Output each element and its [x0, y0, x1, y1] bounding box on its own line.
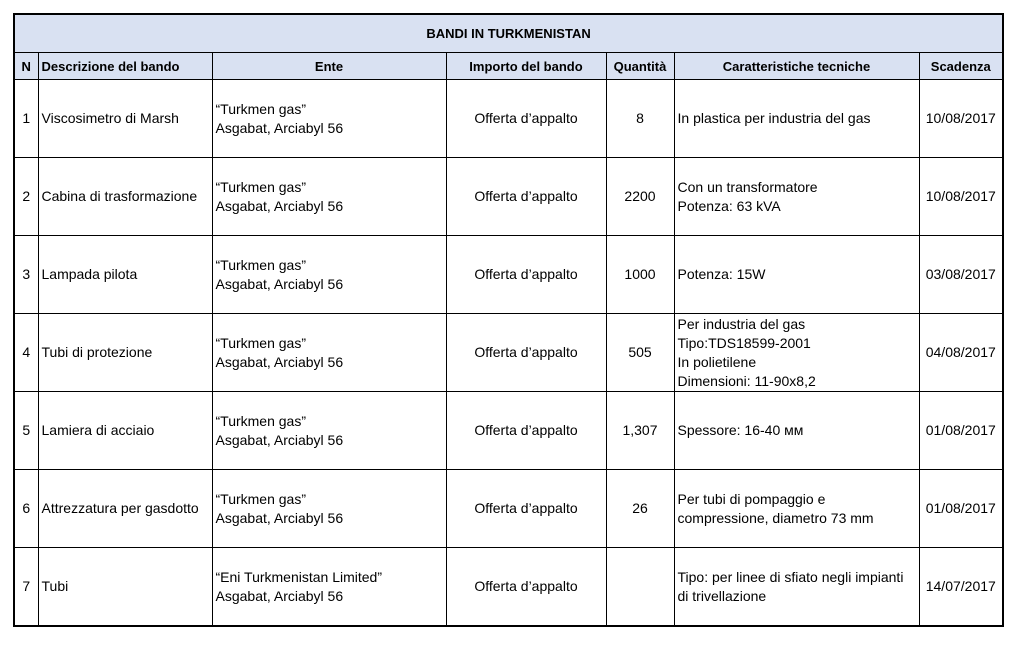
cell-caratteristiche-line: Tipo: per linee di sfiato negli impianti — [677, 568, 904, 585]
cell-scadenza: 14/07/2017 — [919, 548, 1003, 627]
cell-caratteristiche-line: Dimensioni: 11-90x8,2 — [677, 372, 816, 389]
cell-caratteristiche-line: In plastica per industria del gas — [677, 110, 871, 126]
cell-importo: Offerta d’appalto — [446, 236, 606, 314]
cell-n: 2 — [14, 158, 38, 236]
cell-ente-line: “Eni Turkmenistan Limited” — [215, 568, 383, 585]
cell-importo: Offerta d’appalto — [446, 158, 606, 236]
cell-descrizione: Viscosimetro di Marsh — [38, 80, 212, 158]
cell-ente-line: Asgabat, Arciabyl 56 — [215, 587, 344, 604]
cell-caratteristiche-line: Con un transformatore — [677, 178, 818, 195]
cell-n: 1 — [14, 80, 38, 158]
cell-caratteristiche-line: In polietilene — [677, 353, 757, 370]
cell-ente-line: “Turkmen gas” — [215, 490, 307, 507]
cell-descrizione: Attrezzatura per gasdotto — [38, 470, 212, 548]
cell-caratteristiche — [674, 80, 919, 158]
cell-scadenza: 04/08/2017 — [919, 314, 1003, 392]
cell-descrizione: Cabina di trasformazione — [38, 158, 212, 236]
cell-n: 4 — [14, 314, 38, 392]
table-row — [14, 470, 1003, 548]
cell-ente-line: “Turkmen gas” — [215, 178, 307, 195]
cell-caratteristiche-line: Tipo:TDS18599-2001 — [677, 334, 811, 351]
cell-quantita: 26 — [606, 470, 674, 548]
cell-importo: Offerta d’appalto — [446, 470, 606, 548]
cell-quantita: 1,307 — [606, 392, 674, 470]
cell-ente-line: Asgabat, Arciabyl 56 — [215, 275, 344, 292]
cell-caratteristiche — [674, 158, 919, 236]
cell-ente-line: “Turkmen gas” — [215, 412, 307, 429]
table-row — [14, 392, 1003, 470]
cell-importo: Offerta d’appalto — [446, 314, 606, 392]
cell-descrizione: Tubi — [38, 548, 212, 627]
cell-caratteristiche-line: Per tubi di pompaggio e — [677, 490, 826, 507]
cell-quantita: 2200 — [606, 158, 674, 236]
cell-ente — [212, 80, 446, 158]
cell-caratteristiche-line: Potenza: 63 kVA — [677, 197, 781, 214]
table-row — [14, 158, 1003, 236]
cell-caratteristiche-line: Spessore: 16-40 мм — [677, 422, 804, 438]
header-ente: Ente — [212, 53, 446, 80]
cell-ente-line: Asgabat, Arciabyl 56 — [215, 431, 344, 448]
cell-ente-line: Asgabat, Arciabyl 56 — [215, 197, 344, 214]
cell-scadenza: 01/08/2017 — [919, 392, 1003, 470]
cell-quantita: 8 — [606, 80, 674, 158]
cell-ente — [212, 314, 446, 392]
table-row — [14, 236, 1003, 314]
cell-descrizione: Tubi di protezione — [38, 314, 212, 392]
cell-importo: Offerta d’appalto — [446, 80, 606, 158]
cell-scadenza: 10/08/2017 — [919, 158, 1003, 236]
cell-ente — [212, 236, 446, 314]
cell-ente — [212, 158, 446, 236]
cell-caratteristiche — [674, 236, 919, 314]
cell-ente — [212, 470, 446, 548]
cell-caratteristiche-line: di trivellazione — [677, 587, 767, 604]
cell-quantita: 1000 — [606, 236, 674, 314]
header-importo: Importo del bando — [446, 53, 606, 80]
cell-ente-line: “Turkmen gas” — [215, 100, 307, 117]
header-caratteristiche: Caratteristiche tecniche — [674, 53, 919, 80]
cell-caratteristiche-line: compressione, diametro 73 mm — [677, 509, 874, 526]
header-n: N — [14, 53, 38, 80]
cell-descrizione: Lamiera di acciaio — [38, 392, 212, 470]
cell-n: 3 — [14, 236, 38, 314]
table-title: BANDI IN TURKMENISTAN — [14, 14, 1003, 53]
cell-ente-line: “Turkmen gas” — [215, 334, 307, 351]
header-row — [14, 53, 1003, 80]
cell-ente-line: Asgabat, Arciabyl 56 — [215, 353, 344, 370]
cell-ente-line: “Turkmen gas” — [215, 256, 307, 273]
tenders-table-container — [13, 13, 1002, 627]
cell-quantita — [606, 548, 674, 627]
cell-n: 6 — [14, 470, 38, 548]
header-scadenza: Scadenza — [919, 53, 1003, 80]
cell-importo: Offerta d’appalto — [446, 392, 606, 470]
header-descrizione: Descrizione del bando — [38, 53, 212, 80]
cell-ente-line: Asgabat, Arciabyl 56 — [215, 509, 344, 526]
cell-caratteristiche — [674, 314, 919, 392]
cell-ente — [212, 548, 446, 627]
cell-descrizione: Lampada pilota — [38, 236, 212, 314]
table-row — [14, 80, 1003, 158]
cell-quantita: 505 — [606, 314, 674, 392]
cell-ente — [212, 392, 446, 470]
cell-importo: Offerta d’appalto — [446, 548, 606, 627]
cell-n: 7 — [14, 548, 38, 627]
cell-n: 5 — [14, 392, 38, 470]
header-quantita: Quantità — [606, 53, 674, 80]
cell-caratteristiche-line: Per industria del gas — [677, 315, 806, 332]
table-row — [14, 314, 1003, 392]
cell-scadenza: 10/08/2017 — [919, 80, 1003, 158]
cell-caratteristiche — [674, 548, 919, 627]
cell-caratteristiche-line: Potenza: 15W — [677, 266, 766, 282]
cell-caratteristiche — [674, 470, 919, 548]
cell-scadenza: 03/08/2017 — [919, 236, 1003, 314]
tenders-table — [13, 13, 1004, 627]
cell-scadenza: 01/08/2017 — [919, 470, 1003, 548]
cell-ente-line: Asgabat, Arciabyl 56 — [215, 119, 344, 136]
cell-caratteristiche — [674, 392, 919, 470]
table-row — [14, 548, 1003, 627]
